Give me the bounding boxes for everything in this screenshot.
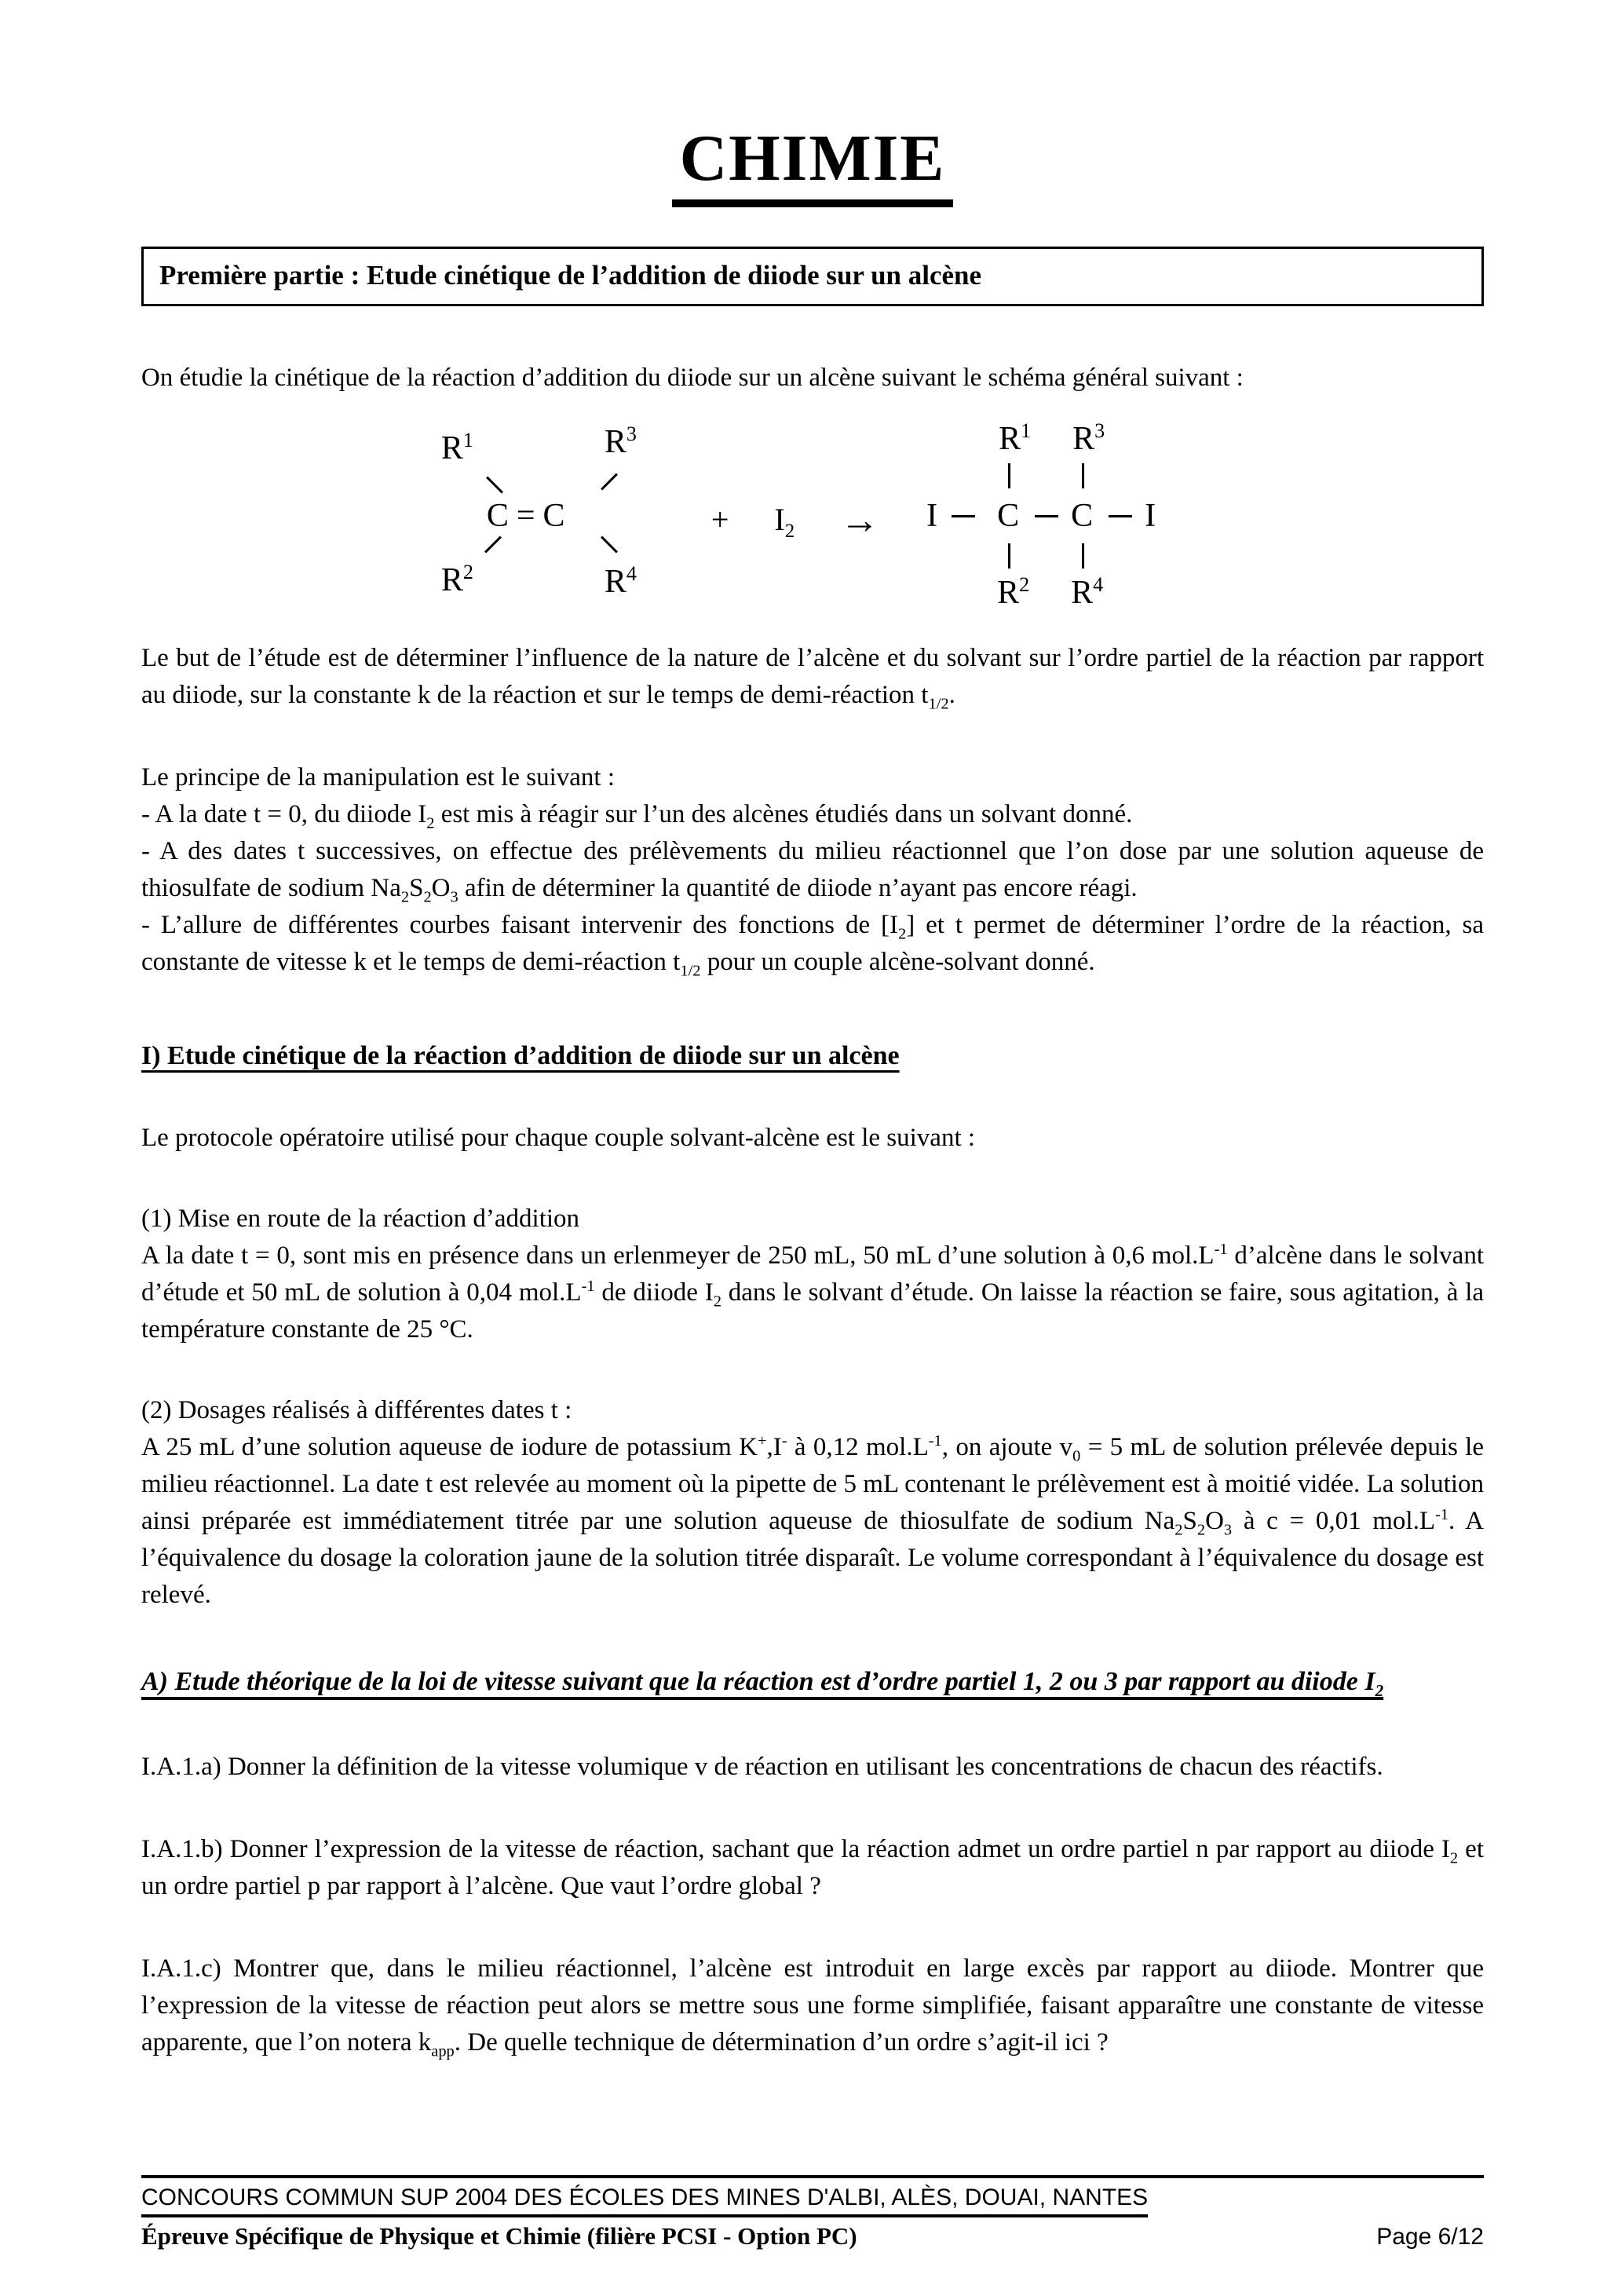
- part-header-box: [141, 247, 1484, 306]
- question-IA1a: I.A.1.a) Donner la définition de la vitesse volumique v de réaction en utilisant les concentrations de chacun des réactifs.: [141, 1753, 1383, 1781]
- page-title: CHIMIE: [672, 126, 954, 207]
- goal-paragraph: Le but de l’étude est de déterminer l’influence de la nature de l’alcène et du solvant sur l’ordre partiel de la réaction par rapport au diiode, sur la constante k de la réaction et sur le temps de demi-réaction $t_{1/2}$.: [141, 644, 1484, 713]
- bullet-item: - L’allure de différentes courbes faisant intervenir des fonctions de $[I_2]$ et t permet de déterminer l’ordre de la réaction, sa constante de vitesse k et le temps de demi-réaction $t_{1/2}$ pour un couple alcène-solvant donné.: [141, 911, 1484, 980]
- single-bond-icon: [952, 515, 975, 517]
- carbon-label: C: [997, 498, 1020, 534]
- bullet-item: - A la date t = 0, du diiode $I_2$ est mis à réagir sur l’un des alcènes étudiés dans un solvant donné.: [141, 800, 1133, 832]
- step-2-block: [141, 1392, 1484, 1614]
- part-header-text: Première partie : Etude cinétique de l’addition de diiode sur un alcène: [159, 260, 982, 291]
- r2-substituent: $R^2$: [440, 561, 473, 598]
- footer-exam-line: Épreuve Spécifique de Physique et Chimie (filière PCSI - Option PC): [141, 2222, 857, 2250]
- single-bond-icon: [1082, 543, 1084, 569]
- r4-substituent: $R^4$: [604, 562, 637, 600]
- page-footer: [141, 2175, 1484, 2250]
- r3-substituent: $R^3$: [1072, 419, 1105, 457]
- single-bond-icon: [1008, 543, 1010, 569]
- title-wrap: [141, 122, 1484, 207]
- r2-substituent: $R^2$: [997, 573, 1030, 611]
- footer-contest-wrap: [141, 2184, 1484, 2217]
- single-bond-icon: [484, 536, 502, 554]
- section-heading-A: A) Etude théorique de la loi de vitesse suivant que la réaction est d’ordre partiel 1, 2 ou 3 par rapport au diiode $I_2$: [141, 1667, 1384, 1700]
- alkene-structure: [437, 424, 666, 616]
- question-IA1b: I.A.1.b) Donner l’expression de la vitesse de réaction, sachant que la réaction admet un ordre partiel n par rapport au diiode $I_2$ et un ordre partiel p par rapport à l’alcène. Que vaut l’ordre global ?: [141, 1835, 1484, 1900]
- bullet-item: - A des dates t successives, on effectue des prélèvements du milieu réactionnel que l’on dose par une solution aqueuse de thiosulfate de sodium $Na_2S_2O_3$ afin de déterminer la quantité de diiode n’ayant pas encore réagi.: [141, 837, 1484, 906]
- iodine-atom-label: I: [926, 498, 938, 534]
- reaction-arrow-icon: →: [840, 498, 880, 542]
- r3-substituent: $R^3$: [604, 422, 637, 460]
- r1-substituent: $R^1$: [440, 429, 473, 466]
- step-2-body: A 25 mL d’une solution aqueuse de iodure de potassium K+,I- à 0,12 $mol.L^{-1}$, on ajoute $v_0 = 5$ mL de solution prélevée depuis le milieu réactionnel. La date t est relevée au moment où la pipette de 5 mL contenant le prélèvement est à moitié vidée. La solution ainsi préparée est immédiatement titrée par une solution aqueuse de thiosulfate de sodium $Na_2S_2O_3$ à c = 0,01 $mol.L^{-1}$. A l’équivalence du dosage la coloration jaune de la solution titrée disparaît. Le volume correspondant à l’équivalence du dosage est relevé.: [141, 1432, 1485, 1609]
- footer-page-number: Page 6/12: [1376, 2224, 1484, 2250]
- single-bond-icon: [1035, 515, 1058, 517]
- section-heading-I: I) Etude cinétique de la réaction d’addition de diiode sur un alcène: [141, 1041, 900, 1070]
- single-bond-icon: [1109, 515, 1132, 517]
- single-bond-icon: [1008, 463, 1010, 488]
- step-1-title: (1) Mise en route de la réaction d’addition: [141, 1205, 580, 1233]
- double-bond-core: [487, 499, 565, 532]
- step-2-title: (2) Dosages réalisés à différentes dates t :: [141, 1396, 572, 1424]
- footer-row: [141, 2222, 1484, 2250]
- protocol-paragraph: Le protocole opératoire utilisé pour chaque couple solvant-alcène est le suivant :: [141, 1124, 976, 1152]
- product-structure: [925, 419, 1189, 617]
- double-bond-icon: =: [516, 498, 535, 534]
- footer-contest-line: CONCOURS COMMUN SUP 2004 DES ÉCOLES DES MINES D'ALBI, ALÈS, DOUAI, NANTES: [141, 2184, 1148, 2217]
- principle-intro: Le principe de la manipulation est le suivant :: [141, 763, 615, 792]
- r1-substituent: $R^1$: [999, 419, 1032, 457]
- single-bond-icon: [1082, 463, 1084, 488]
- diiode-label: $I_2$: [774, 502, 795, 542]
- intro-paragraph: On étudie la cinétique de la réaction d’addition du diiode sur un alcène suivant le schéma général suivant :: [141, 364, 1244, 392]
- carbon-label: C: [1071, 498, 1094, 534]
- plus-sign: +: [711, 502, 729, 537]
- carbon-label: C: [486, 498, 509, 534]
- step-1-block: [141, 1201, 1484, 1348]
- footer-divider: [141, 2175, 1484, 2178]
- single-bond-icon: [486, 477, 503, 494]
- carbon-label: C: [542, 498, 565, 534]
- reaction-scheme: [141, 411, 1484, 629]
- iodine-atom-label: I: [1145, 498, 1156, 534]
- single-bond-icon: [601, 536, 618, 554]
- question-IA1c: I.A.1.c) Montrer que, dans le milieu réactionnel, l’alcène est introduit en large excès par rapport au diiode. Montrer que l’expression de la vitesse de réaction peut alors se mettre sous une forme simplifiée, faisant apparaître une constante de vitesse apparente, que l’on notera $k_{app}$. De quelle technique de détermination d’un ordre s’agit-il ici ?: [141, 1954, 1484, 2060]
- principle-block: [141, 759, 1484, 981]
- r4-substituent: $R^4$: [1071, 573, 1104, 611]
- single-bond-icon: [601, 473, 618, 491]
- step-1-body: A la date t = 0, sont mis en présence dans un erlenmeyer de 250 mL, 50 mL d’une solution à 0,6 $mol.L^{-1}$ d’alcène dans le solvant d’étude et 50 mL de solution à 0,04 $mol.L^{-1}$ de diiode $I_2$ dans le solvant d’étude. On laisse la réaction se faire, sous agitation, à la température constante de 25 °C.: [141, 1241, 1485, 1344]
